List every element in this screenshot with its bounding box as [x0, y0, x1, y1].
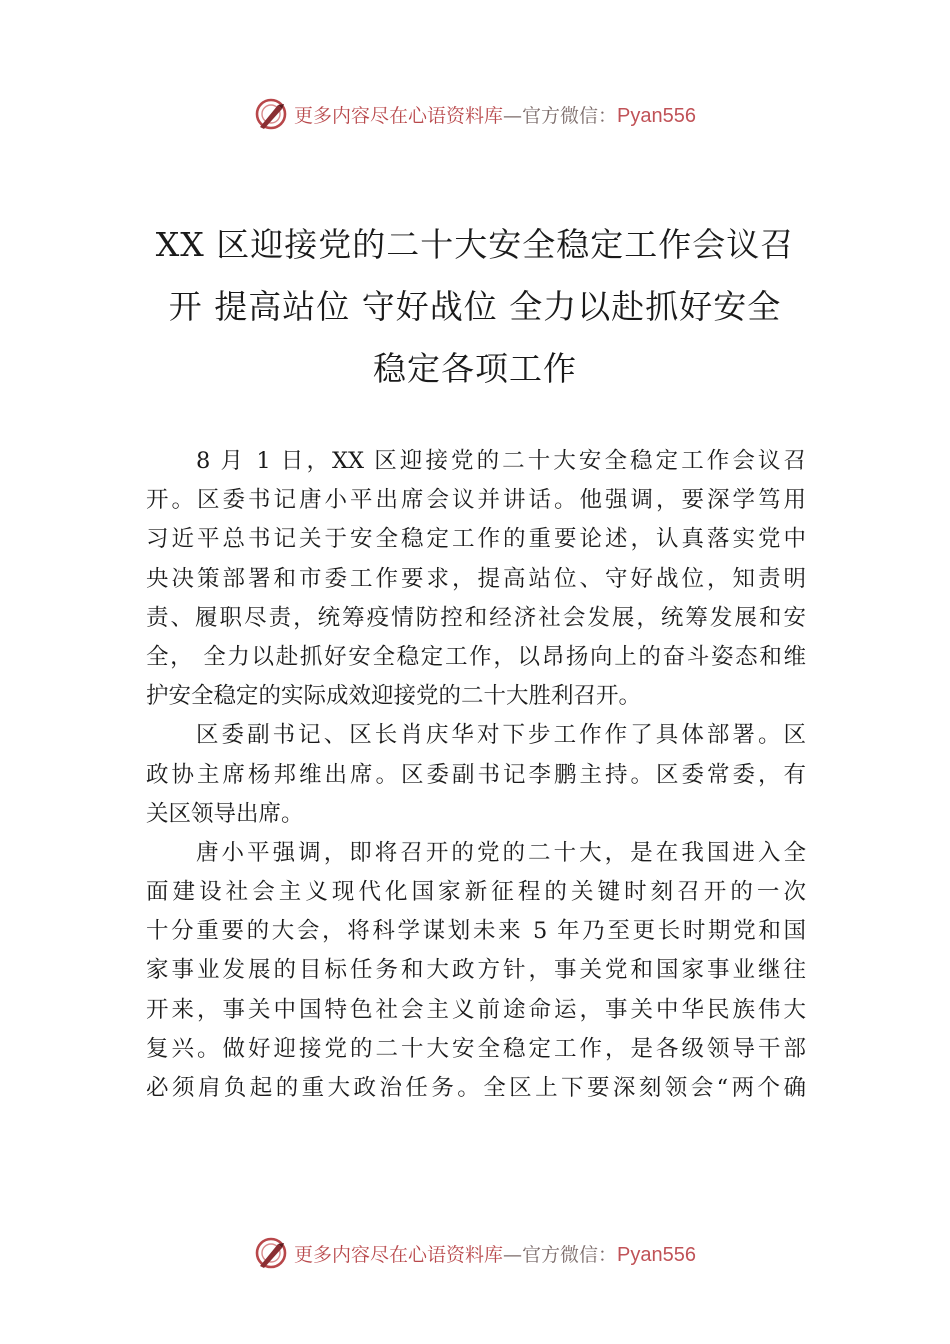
banner-wechat-label: —官方微信： [503, 1243, 618, 1266]
banner-wechat-id: Pyan556 [617, 1243, 696, 1266]
text-line: 开。区委书记唐小平出席会议并讲话。他强调，要深学笃用 [146, 487, 806, 514]
text-line: 唐小平强调，即将召开的党的二十大，是在我国进入全 [196, 839, 806, 866]
text-line: 复兴。做好迎接党的二十大安全稳定工作，是各级领导干部 [146, 1035, 806, 1062]
paragraph-1 [146, 442, 806, 716]
text-line: 8 月 1 日，XX 区迎接党的二十大安全稳定工作会议召 [196, 448, 806, 474]
text-line: 习近平总书记关于安全稳定工作的重要论述，认真落实党中 [146, 526, 806, 553]
text-line: 家事业发展的目标任务和大政方针，事关党和国家事业继往 [146, 957, 806, 984]
text-line: 央决策部署和市委工作要求，提高站位、守好战位，知责明 [146, 565, 806, 592]
title-line: 开 提高站位 守好战位 全力以赴抓好安全 [168, 287, 782, 326]
text-line: 政协主席杨邦维出席。区委副书记李鹏主持。区委常委，有 [146, 761, 806, 788]
banner-library-text: 更多内容尽在心语资料库 [294, 104, 504, 127]
pen-logo-icon [254, 97, 288, 131]
title-line: XX 区迎接党的二十大安全稳定工作会议召 [155, 225, 795, 264]
text-line: 护安全稳定的实际成效迎接党的二十大胜利召开。 [146, 683, 642, 710]
document-title [120, 214, 830, 400]
title-line: 稳定各项工作 [373, 349, 577, 388]
text-line: 必须肩负起的重大政治任务。全区上下要深刻领会“两个确 [146, 1075, 806, 1101]
text-line: 面建设社会主义现代化国家新征程的关键时刻召开的一次 [146, 879, 806, 906]
text-line: 全， 全力以赴抓好安全稳定工作，以昂扬向上的奋斗姿态和维 [146, 643, 806, 670]
text-line: 十分重要的大会，将科学谋划未来 5 年乃至更长时期党和国 [146, 918, 806, 945]
pen-logo-icon [254, 1236, 288, 1270]
text-line: 开来，事关中国特色社会主义前途命运，事关中华民族伟大 [146, 996, 806, 1023]
paragraph-2 [146, 716, 806, 834]
paragraph-3 [146, 834, 806, 1108]
banner-wechat-id: Pyan556 [617, 104, 696, 127]
banner-library-text: 更多内容尽在心语资料库 [294, 1243, 504, 1266]
document-body [146, 442, 806, 1108]
header-watermark-banner [0, 94, 950, 134]
banner-wechat-label: —官方微信： [503, 104, 618, 127]
text-line: 区委副书记、区长肖庆华对下步工作作了具体部署。区 [196, 722, 806, 749]
footer-watermark-banner [0, 1233, 950, 1273]
text-line: 责、履职尽责，统筹疫情防控和经济社会发展，统筹发展和安 [146, 604, 806, 631]
text-line: 关区领导出席。 [146, 800, 304, 827]
